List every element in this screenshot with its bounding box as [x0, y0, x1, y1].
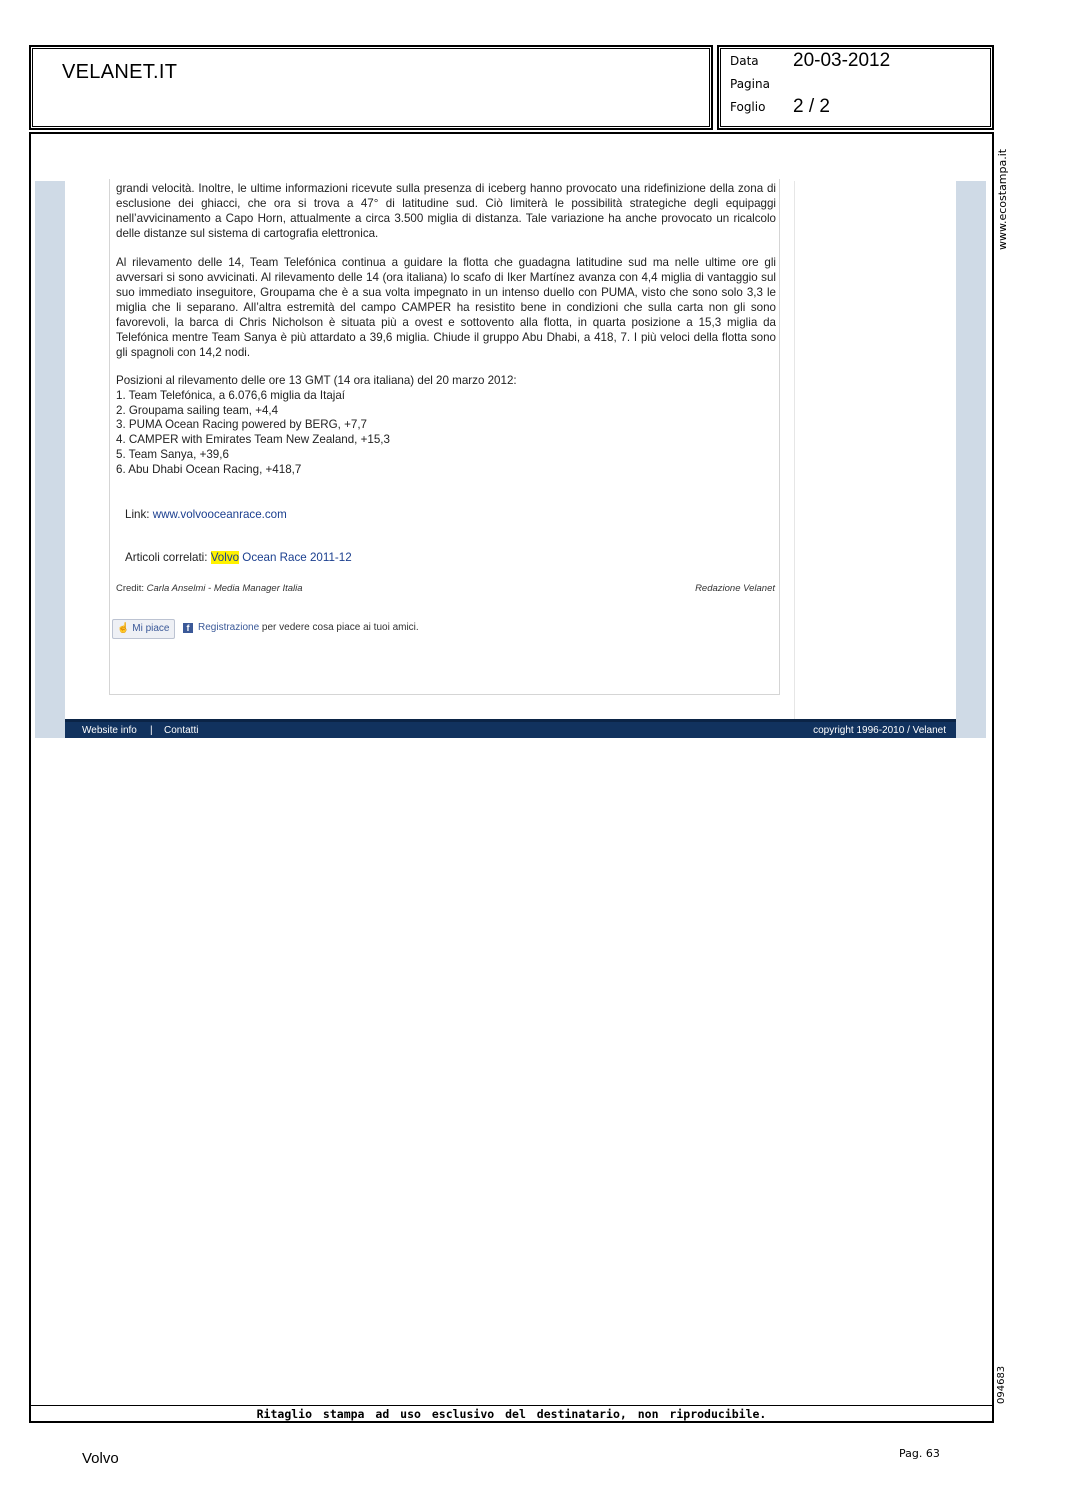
register-text: per vedere cosa piace ai tuoi amici. [259, 622, 419, 633]
position-item: 6. Abu Dhabi Ocean Racing, +418,7 [116, 462, 302, 476]
page-content-area [65, 181, 956, 719]
header-meta-box [717, 45, 994, 130]
footer-separator: | [150, 725, 153, 736]
column-separator [794, 181, 795, 719]
link-label: Link: [125, 508, 150, 521]
ecostampa-side-text: www.ecostampa.it [996, 148, 1009, 250]
credit-row [116, 583, 775, 595]
position-item: 3. PUMA Ocean Racing powered by BERG, +7,7 [116, 418, 368, 432]
credit-label: Credit: [116, 583, 144, 594]
link-row [125, 507, 785, 522]
header-publication-box [29, 45, 713, 130]
article-paragraph-2: Al rilevamento delle 14, Team Telefónica continua a guidare la flotta che guadagna latitudine sud ma nelle ultime ore gli avversari si sono avvicinati. Al rilevamento delle 14 (ora italiana) lo scafo di Iker Martínez avanza con 4,4 miglia di vantaggio sul suo immediato inseguitore, Groupama che è a sua volta impegnato in un intenso duello con PUMA, visto che sono solo 3,3 le miglia che li separano. All’altra estremità del campo CAMPER ha resistito bene in condizioni che sulla carta non gli sono favorevoli, la barca di Chris Nicholson è situata più a ovest e sottovento alla flotta, in quarta posizione a 15,3 miglia da Telefónica mentre Team Sanya è più attardato a 39,6 miglia. Chiude il gruppo Abu Dhabi, a 418, 7. I più veloci della flotta sono gli spagnoli con 14,2 nodi. [116, 256, 776, 359]
data-label: Data [730, 54, 759, 68]
foglio-label: Foglio [730, 100, 766, 114]
article-paragraph-1: grandi velocità. Inoltre, le ultime informazioni ricevute sulla presenza di iceberg hanno provocato una ridefinizione della zona di esclusione dei ghiacci, che ora si trova a 47° di latitudine sud. Ciò limiterà le possibilità strategiche degli equipaggi nell’avvicinamento a Capo Horn, attualmente a circa 3.500 miglia di distanza. Tale variazione ha anche provocato un ricalcolo delle distanze sul sistema di cartografia elettronica. [116, 182, 776, 240]
keyword-label: Volvo [82, 1450, 119, 1467]
pagina-label: Pagina [730, 77, 770, 91]
position-item: 2. Groupama sailing team, +4,4 [116, 403, 279, 417]
webpage-clipping [35, 181, 986, 738]
credit-editorial: Redazione Velanet [695, 583, 775, 594]
register-link[interactable]: Registrazione [198, 622, 260, 633]
volvo-ocean-race-link[interactable]: www.volvooceanrace.com [152, 508, 287, 521]
page-number: Pag. 63 [899, 1447, 940, 1460]
reproduction-notice: Ritaglio stampa ad uso esclusivo del destinatario, non riproducibile. [29, 1405, 994, 1423]
credit-author: Carla Anselmi - Media Manager Italia [146, 583, 303, 594]
related-link-rest: Ocean Race 2011-12 [239, 551, 352, 564]
like-button[interactable] [112, 619, 175, 639]
page-side-right [956, 181, 986, 738]
positions-title: Posizioni al rilevamento delle ore 13 GMT (14 ora italiana) del 20 marzo 2012: [116, 374, 517, 387]
thumbs-up-icon: ☝ [117, 623, 130, 634]
facebook-register-text [198, 622, 419, 633]
clipping-code: 094683 [996, 1365, 1007, 1404]
position-item: 1. Team Telefónica, a 6.076,6 miglia da Itajaí [116, 388, 346, 402]
position-item: 5. Team Sanya, +39,6 [116, 447, 229, 461]
page-side-left [35, 181, 65, 738]
positions-block [116, 374, 776, 478]
contatti-link[interactable]: Contatti [164, 725, 199, 736]
position-item: 4. CAMPER with Emirates Team New Zealand, +15,3 [116, 433, 390, 447]
related-article-link[interactable] [211, 551, 352, 564]
like-label: Mi piace [132, 623, 170, 634]
related-row [125, 550, 785, 565]
search-highlight: Volvo [210, 551, 240, 564]
foglio-value: 2 / 2 [793, 96, 830, 117]
facebook-icon: f [183, 623, 193, 633]
copyright-text: copyright 1996-2010 / Velanet [813, 725, 946, 736]
site-footer-bar [65, 719, 956, 738]
header-inner-border [32, 48, 710, 127]
related-label: Articoli correlati: [125, 551, 208, 564]
data-value: 20-03-2012 [793, 50, 891, 71]
website-info-link[interactable]: Website info [82, 725, 137, 736]
publication-name: VELANET.IT [62, 61, 178, 83]
